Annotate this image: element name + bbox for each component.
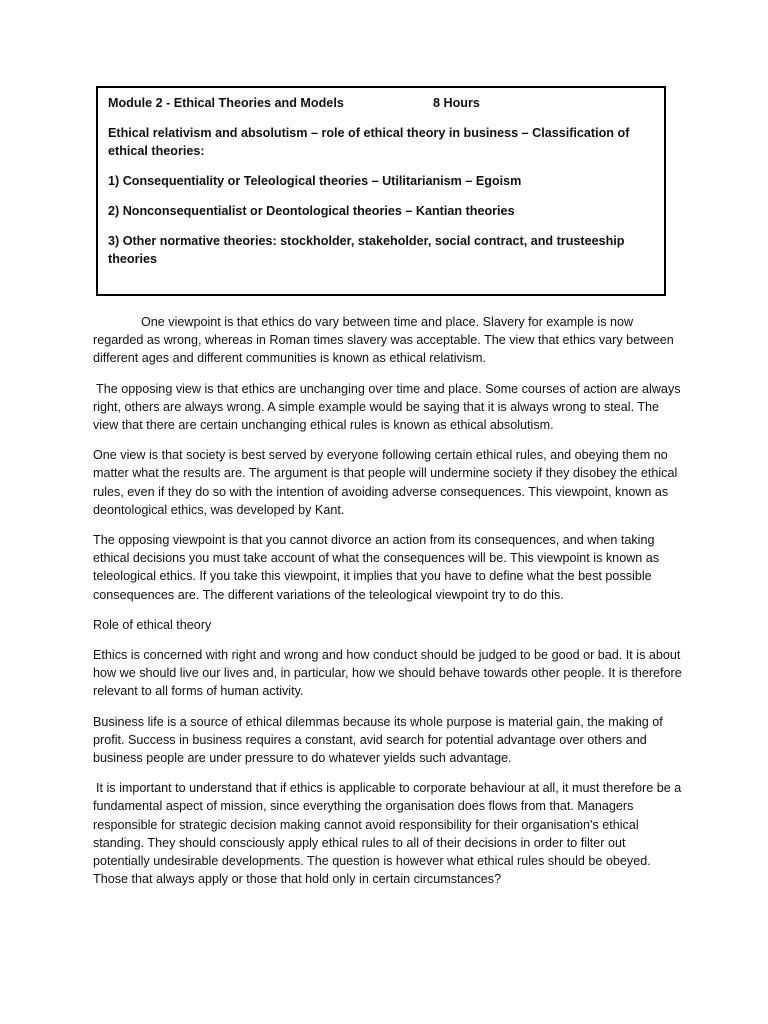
syllabus-topic-line: 2) Nonconsequentialist or Deontological theories – Kantian theories bbox=[108, 204, 515, 218]
paragraph-relativism: One viewpoint is that ethics do vary between time and place. Slavery for example is now regarded as wrong, whereas in Roman times slavery was acceptable. The view that ethics vary between different ages and different communities is known as ethical relativism. bbox=[93, 315, 674, 366]
module-title: Module 2 - Ethical Theories and Models bbox=[108, 96, 344, 110]
syllabus-topic-line: 3) Other normative theories: stockholder, stakeholder, social contract, and trusteeship theories bbox=[108, 234, 625, 266]
paragraph-absolutism: The opposing view is that ethics are unchanging over time and place. Some courses of action are always right, others are always wrong. A simple example would be saying that it is always wrong to steal. The view that there are certain unchanging ethical rules is known as ethical absolutism. bbox=[93, 381, 681, 433]
paragraph-corporate-mission: It is important to understand that if ethics is applicable to corporate behaviour at all, it must therefore be a fundamental aspect of mission, since everything the organisation does flows from that. Managers responsible for strategic decision making cannot avoid responsibility for their organisation's ethical standing. They should consciously apply ethical rules to all of their decisions in order to filter out potentially undesirable developments. The question is however what ethical rules should be obeyed. Those that always apply or those that hold only in certain circumstances? bbox=[93, 781, 682, 887]
syllabus-topic-line: Ethical relativism and absolutism – role of ethical theory in business – Classification of ethical theories: bbox=[108, 126, 630, 158]
paragraph-business-dilemmas: Business life is a source of ethical dilemmas because its whole purpose is material gain, the making of profit. Success in business requires a constant, avid search for potential advantage over others and business people are under pressure to do whatever yields such advantage. bbox=[93, 714, 663, 766]
module-hours: 8 Hours bbox=[433, 96, 480, 110]
document-body bbox=[93, 313, 683, 900]
syllabus-topic-line: 1) Consequentiality or Teleological theories – Utilitarianism – Egoism bbox=[108, 174, 522, 188]
paragraph-ethics-concern: Ethics is concerned with right and wrong and how conduct should be judged to be good or bad. It is about how we should live our lives and, in particular, how we should behave towards other people. It is therefore relevant to all forms of human activity. bbox=[93, 648, 682, 699]
module-syllabus-box bbox=[96, 86, 666, 296]
paragraph-teleological: The opposing viewpoint is that you cannot divorce an action from its consequences, and when taking ethical decisions you must take account of what the consequences will be. This viewpoint is known as teleological ethics. If you take this viewpoint, it implies that you have to define what the best possible consequences are. The different variations of the teleological viewpoint try to do this. bbox=[93, 533, 660, 602]
module-header bbox=[108, 94, 654, 112]
section-heading: Role of ethical theory bbox=[93, 617, 212, 632]
paragraph-deontological: One view is that society is best served by everyone following certain ethical rules, and obeying them no matter what the results are. The argument is that people will undermine society if they disobey the ethical rules, even if they do so with the intention of avoiding adverse consequences. This viewpoint, known as deontological ethics, was developed by Kant. bbox=[93, 448, 678, 517]
